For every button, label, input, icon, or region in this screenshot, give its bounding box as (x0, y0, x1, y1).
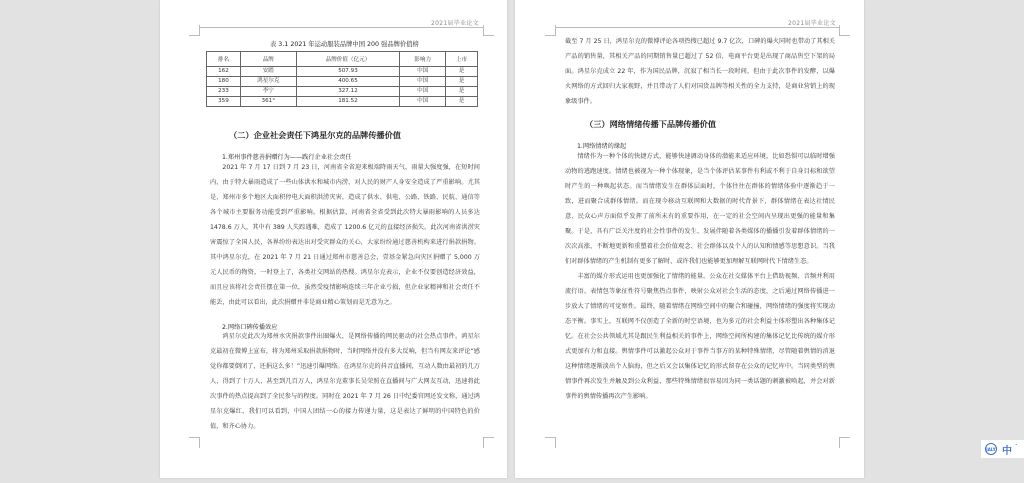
table-cell: 李宁 (240, 87, 296, 97)
margin-corner-bottom-right (839, 437, 850, 448)
paragraph: 2021 年 7 月 17 日到 7 月 23 日，河南省全省迎来极端降雨天气，雨量大强度强，在短时间内，由于特大暴雨造成了一些山体洪水和城市内涝，对人民的财产人身安全造成了严重影响。尤其是，郑州市多个地区大面积停电大面积洪涝灾害，造成了供水、供电、公路、铁路、民航、通信等各个城市主要服务功能受到严重影响。根据估算，河南省全省受到此次特大暴雨影响的人员多达 1478.6 万人，其中有 389 人失踪遇难，造成了 1200.6 亿元的直接经济损失。此次河南省洪涝灾害震惊了全国人民，各界纷纷表达出对受灾群众的关心，大家纷纷通过慈善机构来进行捐款捐物。其中鸿星尔克，在 2021 年 7 月 21 日通过郑州市慈善总会，壹基金紧急向灾区捐赠了 5,000 万元人民币的物资，一时登上了，各类社交网站的热搜。鸿星尔克表示，企业不仅要创造经济效益，而且应该将社会责任摆在第一位，虽然受疫情影响连续三年企业亏损，但企业家精神和社会责任不能丢，由此可以看出，此次捐赠并非是商业精心策划而是无意为之。 (210, 164, 480, 306)
table-cell: 中国 (400, 87, 446, 97)
table-cell: 鸿星尔克 (240, 77, 296, 87)
page-header: 2021届毕业论文 (788, 20, 836, 27)
margin-corner-top-right (839, 25, 850, 36)
ime-logo-icon[interactable]: JALY (985, 443, 997, 455)
body-text (565, 34, 835, 109)
document-page-right (515, 0, 864, 478)
paragraph: 丰富的媒介形式运用也更加强化了情绪的能量。公众在社交媒体平台上借助视频、音频并利用流行语、表情包等象征性符号聚焦热点事件，映射公众对社会生活的态度，之后通过网络传播进一步放大了情绪的可觉察性。最终，随着情绪在网络空间中的聚合和碰撞，网络情绪的强度将实现动态平衡。事实上，互联网不仅创造了全新的时空语境，也为多元的社会利益主体形塑出各种集体记忆。在社会公共领域尤其是跟民生利益相关的事件上，网络空间所构建的集体记忆比传统的媒介形式更加有力和直接。舆情事件可以激起公众对于事件当事方的某种特殊情绪，尽管随着舆情的消退这种情绪逐渐淡出个人脑海，但之后又会以集体记忆的形式留存在公众的记忆库中。当同类型的舆情事件再次发生并触及到公众利益，那些特殊情绪很容易因为同一类话题的刺激被唤起，并会对新事件的舆情传播再次产生影响。 (565, 273, 835, 400)
document-page-left (160, 0, 507, 478)
paragraph: 情绪作为一种个体的快捷方式，能够快速调动身体的潜能来适应环境，比如恐惧可以临时增强动物的逃跑速度。情绪也被视为一种个体现象，是当个体评估某事件有利或不利于自身目标和欲望时产生的一种唤起状态。而当情绪发生在群体层面时，个体往往在群体的情绪体验中逐渐趋于一致，进而聚合成群体情绪。而在现今移动互联网和大数据的时代背景下，群体情绪在表达社情民意、民众心声方面似乎发挥了前所未有的重要作用，在一定的社会空间内呈现出更强的能量和集聚。于是，具有广泛关注度的社会性事件的发生、发展伴随着各类媒体的播播引发着群体情绪的一次次高涨，不断地更新和重塑着社会价值观念、社会群体以及个人的认知和情感等思想意识。当我们对群体情绪的产生机制有更多了解时，或许我们也能够更加理解互联网时代下情绪生态。 (565, 153, 835, 265)
margin-corner-top-right (483, 25, 494, 36)
subsection-title: 1.郑州事件慈善捐赠行为——践行企业社会责任 (222, 154, 352, 161)
margin-corner-top-left (189, 25, 200, 36)
margin-corner-bottom-right (483, 437, 494, 448)
table-cell: 是 (446, 87, 478, 97)
margin-corner-top-left (545, 25, 556, 36)
subsection-title: 1.网络情绪的缘起 (577, 143, 627, 150)
paragraph: 截至 7 月 25 日，鸿星尔克的微博评论各项热搜已超过 9.7 亿次，口碑的爆火同时也带动了其相关产品的销售量，其相关产品的同期销售量已超过了 52 倍，电商平台更是出现了商品售空下架的局面。鸿星尔克成立 22 年，作为国民品牌，沉寂了相当长一段时间，但由于此次事件的发酵，以爆火网络的方式回归大家视野，并且带动了人们对国货品牌等相关性的全力支持，是商业营销上的现象级事件。 (565, 38, 835, 105)
table-cell: 是 (446, 97, 478, 107)
table-row (207, 97, 478, 107)
ime-status-indicator[interactable] (981, 440, 1024, 458)
body-text (210, 160, 480, 310)
ime-mode-toggle[interactable]: 中 (1002, 445, 1012, 457)
subsection-title: 2.网络口碑传播效应 (222, 324, 278, 331)
margin-corner-bottom-left (545, 437, 556, 448)
table-cell: 400.65 (296, 77, 400, 87)
table-cell: 180 (207, 77, 241, 87)
table-cell: 233 (207, 87, 241, 97)
table-header-cell: 品牌 (240, 52, 296, 67)
table-caption: 表 3.1 2021 年运动服装品牌中国 200 强品牌价值榜 (270, 41, 419, 48)
table-row (207, 77, 478, 87)
table-header-cell: 排名 (207, 52, 241, 67)
table-row (207, 87, 478, 97)
table-cell: 安踏 (240, 67, 296, 77)
table-cell: 中国 (400, 97, 446, 107)
header-rule (199, 27, 483, 28)
header-rule (555, 27, 839, 28)
brand-value-table (206, 51, 478, 107)
table-header-cell: 上市 (446, 52, 478, 67)
table-row (207, 67, 478, 77)
table-cell: 327.12 (296, 87, 400, 97)
ime-punctuation-icon[interactable]: ˙ (1014, 444, 1019, 454)
section-title: （三）网络情绪传播下品牌传播价值 (585, 119, 717, 129)
table-cell: 中国 (400, 77, 446, 87)
table-cell: 361° (240, 97, 296, 107)
table-header-cell: 品牌价值（亿元） (296, 52, 400, 67)
body-text (210, 329, 480, 434)
table-cell: 是 (446, 77, 478, 87)
table-cell: 中国 (400, 67, 446, 77)
table-cell: 507.93 (296, 67, 400, 77)
margin-corner-bottom-left (189, 437, 200, 448)
body-text (565, 149, 835, 404)
table-header-cell: 影响力 (400, 52, 446, 67)
table-header-row (207, 52, 478, 67)
table-cell: 162 (207, 67, 241, 77)
table-cell: 是 (446, 67, 478, 77)
paragraph: 鸿星尔克此次为郑州水灾捐款事件出圈爆火，是网络传播的网民驱动的社会热点事件。鸿星尔克最初在微博上宣布，将为郑州采取捐款捐物时，当时网络并没有多大反响，但当有网友来评论“感觉你都要倒闭了，还捐这么多！”迅速引爆网络。在鸿星尔克的抖音直播间，互动人数由最初的几万人，得到了十万人，甚至到几百万人，鸿星尔克董事长吴荣照在直播间与广大网友互动，迅速将此次事件的热点提高到了全民参与的程度。同时在 2021 年 7 月 26 日中纪委官网还发文称，通过鸿星尔克爆红，我们可以看到，中国人团结一心的接力传递力量，这是表达了鲜明的中国特色的价值，和齐心协力。 (210, 333, 480, 430)
table-cell: 359 (207, 97, 241, 107)
page-header: 2021届毕业论文 (431, 20, 479, 27)
table-cell: 181.52 (296, 97, 400, 107)
section-title: （二）企业社会责任下鸿星尔克的品牌传播价值 (229, 130, 401, 140)
